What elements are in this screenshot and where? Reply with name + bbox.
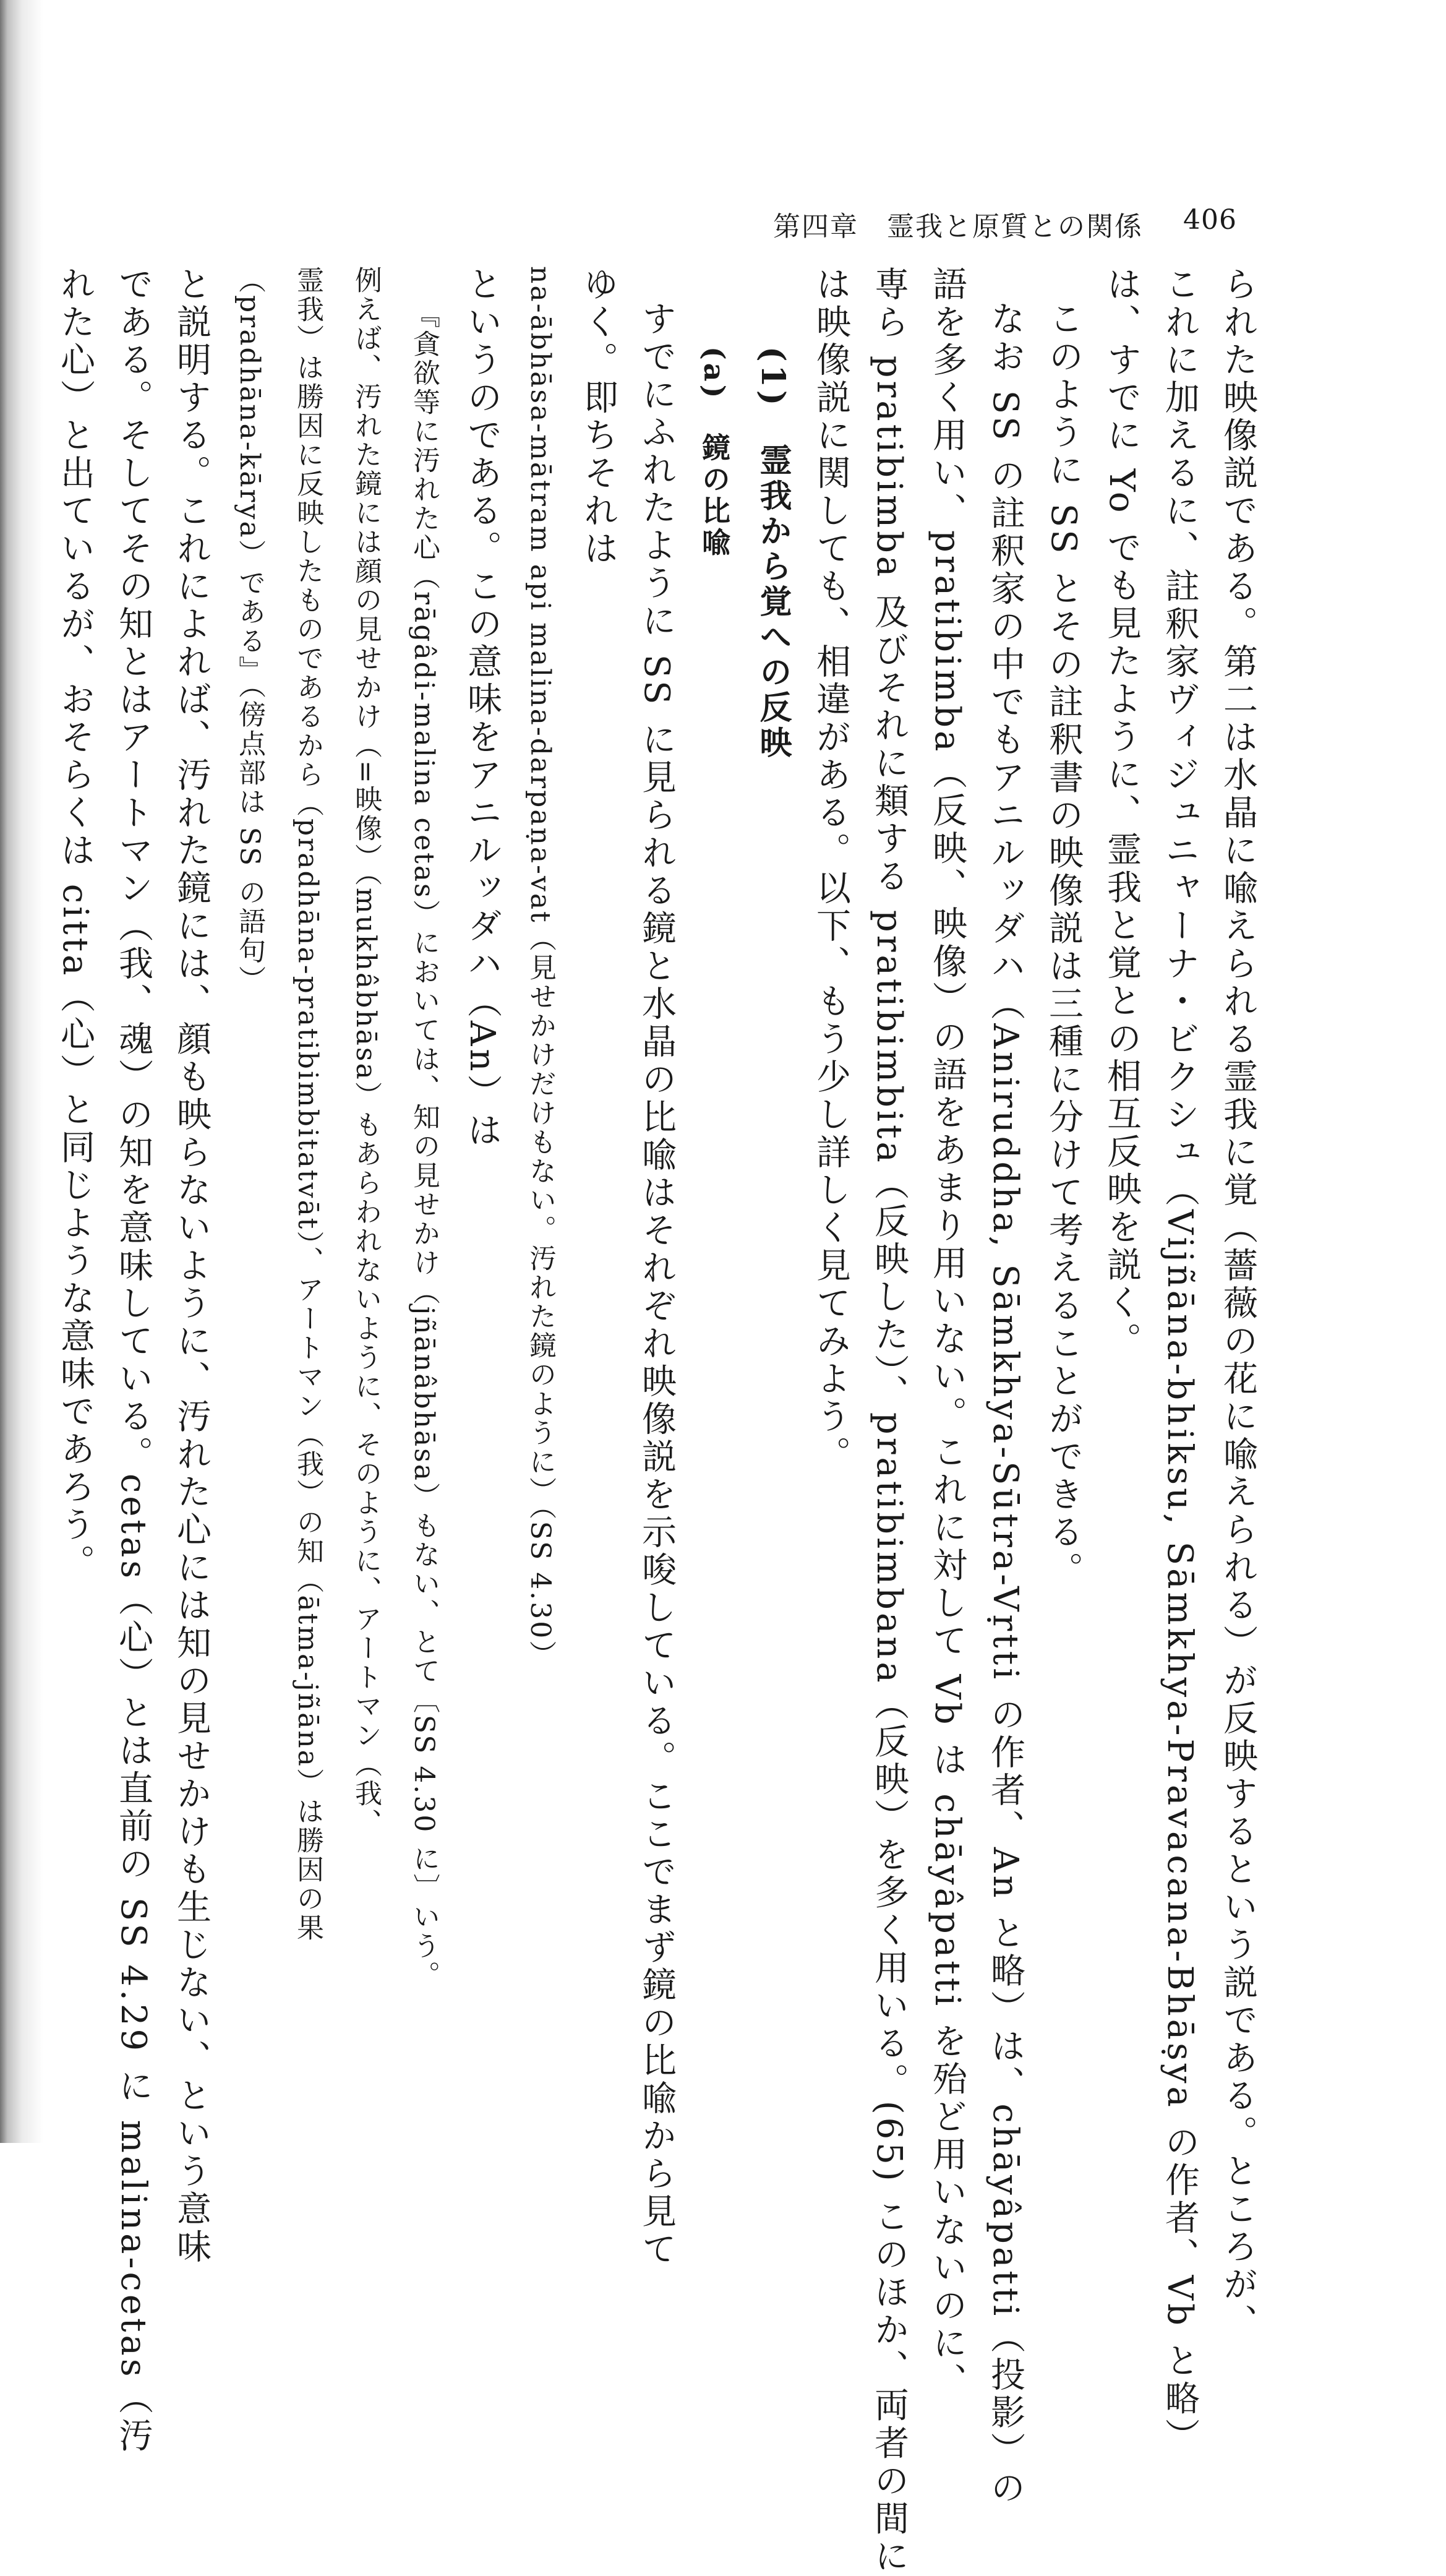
text-line: は、すでに Yo でも見たように、霊我と覚との相互反映を説く。 (1102, 266, 1142, 1360)
subsection-heading: (a) 鏡の比喩 (698, 346, 731, 559)
text-line: られた映像説である。第二は水晶に喩えられる霊我に覚（薔薇の花に喩えられる）が反映するという説である。ところが、 (1218, 266, 1258, 2342)
running-header (668, 204, 1311, 247)
section-heading: (1) 霊我から覚への反映 (754, 346, 792, 762)
commentary-quote-line: （pradhāna-kārya）である』（傍点部は SS の語句） (234, 266, 265, 995)
commentary-quote-line: 例えば、汚れた鏡には顔の見せかけ（=映像）（mukhâbhāsa）もあらわれないように、そのように、アートマン（我、 (350, 266, 382, 1837)
chapter-title: 第四章 霊我と原質との関係 (773, 211, 1143, 243)
text-line: というのである。この意味をアニルッダハ（An）は (462, 266, 502, 1150)
commentary-quote-line: 霊我）は勝因に反映したものであるから（pradhāna-pratibimbitatvāt）、アートマン（我）の知（ātma-jñāna）は勝因の果 (292, 266, 323, 1943)
text-line: と説明する。これによれば、汚れた鏡には、顔も映らないように、汚れた心には知の見せかけも生じない、という意味 (171, 266, 212, 2266)
text-line: 専ら pratibimba 及びそれに類する pratibimbita（反映した）、pratibimbana（反映）を多く用いる。(65) このほか、両者の間に (869, 266, 909, 2576)
text-line: は映像説に関しても、相違がある。以下、もう少し詳しく見てみよう。 (811, 266, 851, 1474)
text-line: 語を多く用い、pratibimba（反映、映像）の語をあまり用いない。これに対して Vb は chāyâpatti を殆ど用いないのに、 (927, 266, 967, 2400)
sutra-quote: na-ābhāsa-mātram api malina-darpaṇa-vat（見せかけだけもない。汚れた鏡のように）（SS 4.30） (524, 266, 556, 1670)
text-line: このように SS とその註釈書の映像説は三種に分けて考えることができる。 (1043, 301, 1084, 1590)
text-line: れた心）と出ているが、おそらくは citta（心）と同じような意味であろう。 (55, 266, 95, 1582)
commentary-quote-line: 『貪欲等に汚れた心（rāgâdi-malina cetas）においては、知の見せかけ（jñānâbhāsa）もない、とて〔SS 4.30 に〕いう。 (408, 301, 440, 1990)
page-number: 406 (1183, 204, 1237, 236)
text-line: これに加えるに、註釈家ヴィジュニャーナ・ビクシュ（Vijñāna-bhiksu, Sāmkhya-Pravacana-Bhāṣya の作者、Vb と略） (1160, 266, 1200, 2456)
text-line: なお SS の註釈家の中でもアニルッダハ（Aniruddha, Sāmkhya-Sūtra-Vṛtti の作者、An と略）は、chāyâpatti（投影）の (985, 301, 1025, 2508)
text-line: である。そしてその知とはアートマン（我、魂）の知を意味している。cetas（心）とは直前の SS 4.29 に malina-cetas（汚 (113, 266, 153, 2455)
vertical-body-text (46, 266, 1267, 2576)
scan-edge-shadow (0, 0, 43, 2143)
text-line: ゆく。即ちそれは (578, 266, 618, 568)
text-line: すでにふれたように SS に見られる鏡と水晶の比喩はそれぞれ映像説を示唆している。ここでまず鏡の比喩から見て (636, 301, 677, 2269)
